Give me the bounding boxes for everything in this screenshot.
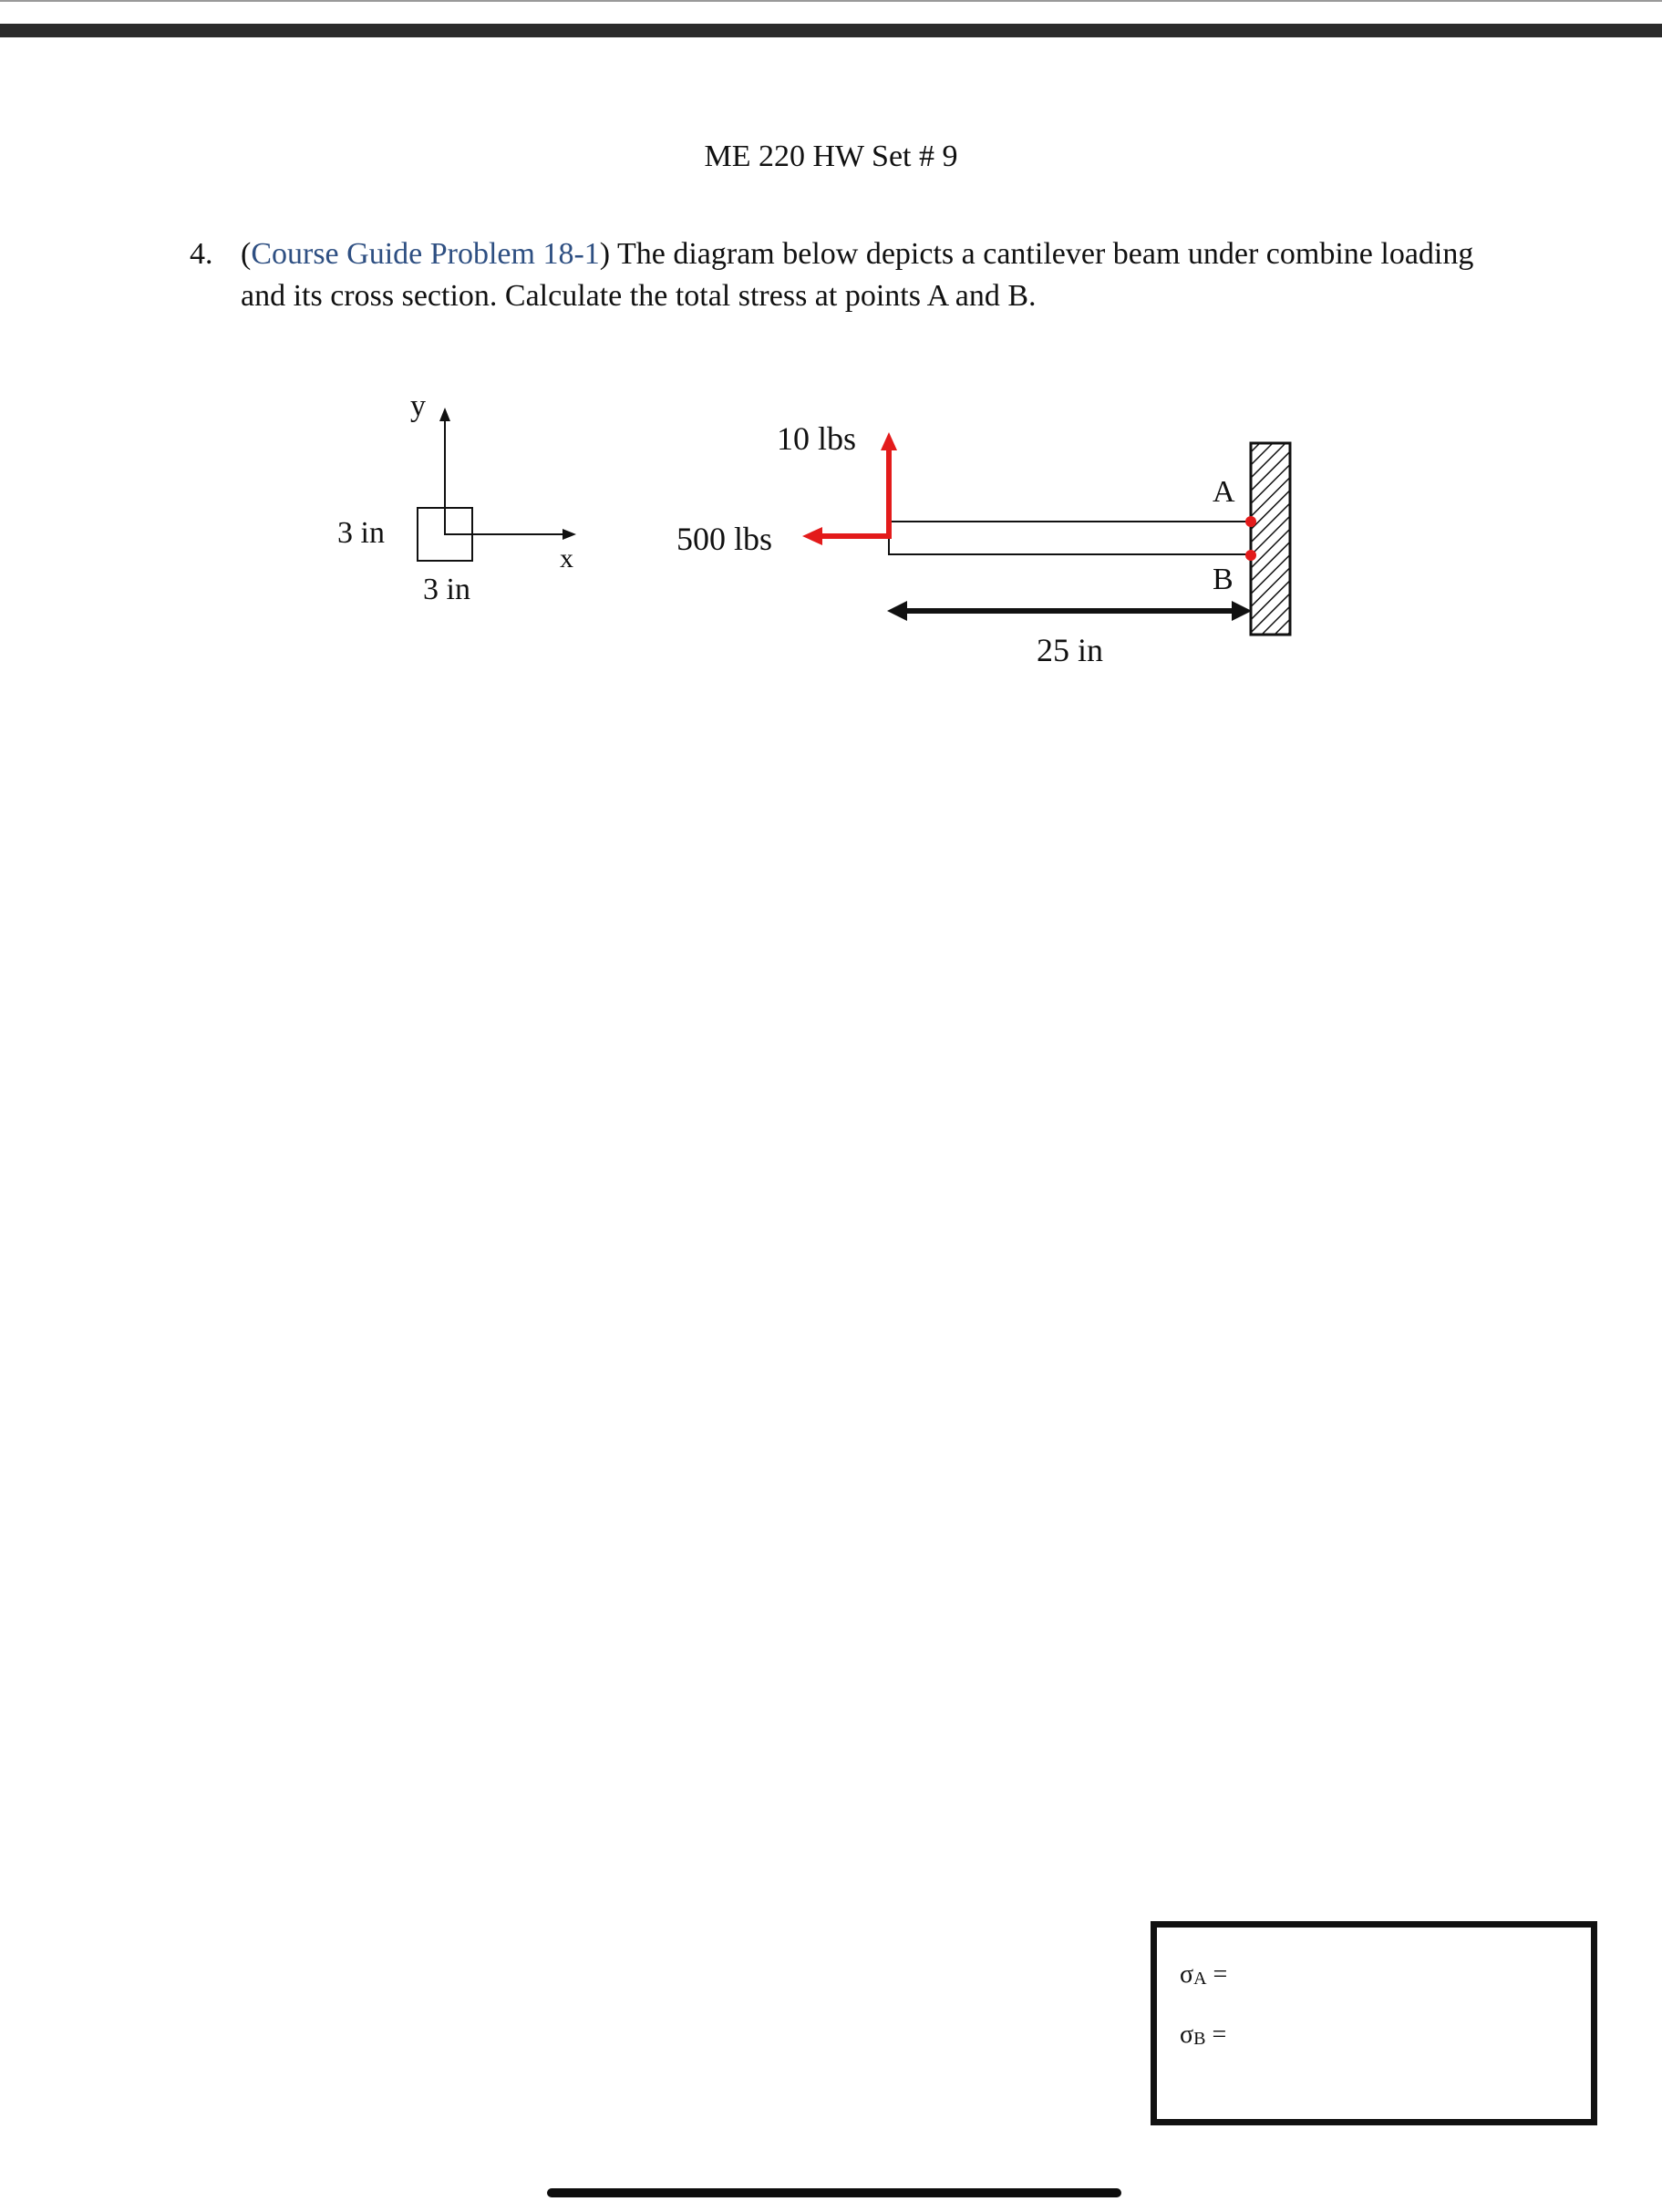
sigma-b-answer: [1180, 2020, 1226, 2054]
sigma-a-answer: [1180, 1959, 1227, 1994]
sigma-a-equals: =: [1206, 1960, 1228, 1989]
x-axis-arrowhead: [563, 529, 576, 540]
axial-load-label: 500 lbs: [676, 521, 773, 557]
course-guide-link[interactable]: Course Guide Problem 18-1: [251, 237, 600, 271]
point-b-label: B: [1213, 563, 1234, 596]
point-a-marker: [1245, 516, 1256, 527]
length-arrowhead-left: [887, 601, 907, 621]
length-label: 25 in: [1037, 632, 1104, 668]
y-axis-label: y: [410, 389, 426, 423]
cross-section-inner-square: [445, 508, 472, 534]
fixed-wall-hatch: [1251, 443, 1290, 635]
beam-body: [889, 522, 1251, 554]
section-height-label: 3 in: [337, 516, 385, 550]
cantilever-beam: [676, 420, 1290, 668]
sigma-a-symbol: σ: [1180, 1960, 1194, 1989]
sigma-a-subscript: A: [1193, 1969, 1207, 1989]
x-axis-label: x: [560, 543, 573, 574]
answer-box: [1151, 1921, 1597, 2125]
page-title: ME 220 HW Set # 9: [704, 140, 958, 173]
vertical-load-arrowhead: [881, 432, 897, 450]
vertical-load-label: 10 lbs: [777, 420, 857, 457]
axial-load-arrowhead: [802, 527, 822, 545]
point-a-label: A: [1213, 475, 1235, 509]
length-arrowhead-right: [1232, 601, 1252, 621]
open-paren: (: [241, 237, 252, 271]
problem-body: The diagram below depicts a cantilever beam under combine loading and its cross section. Calculate the total stress at points A and B.: [241, 237, 1474, 313]
point-b-marker: [1245, 550, 1256, 561]
home-indicator[interactable]: [547, 2188, 1121, 2197]
sigma-b-equals: =: [1205, 2021, 1227, 2049]
close-paren: ): [599, 237, 611, 271]
sigma-b-subscript: B: [1193, 2029, 1206, 2049]
y-axis-arrowhead: [439, 408, 450, 421]
problem-number: 4.: [190, 237, 213, 271]
cross-section: [337, 389, 576, 606]
section-width-label: 3 in: [423, 573, 470, 606]
sigma-b-symbol: σ: [1180, 2021, 1194, 2049]
beam-diagram: [0, 0, 1662, 729]
